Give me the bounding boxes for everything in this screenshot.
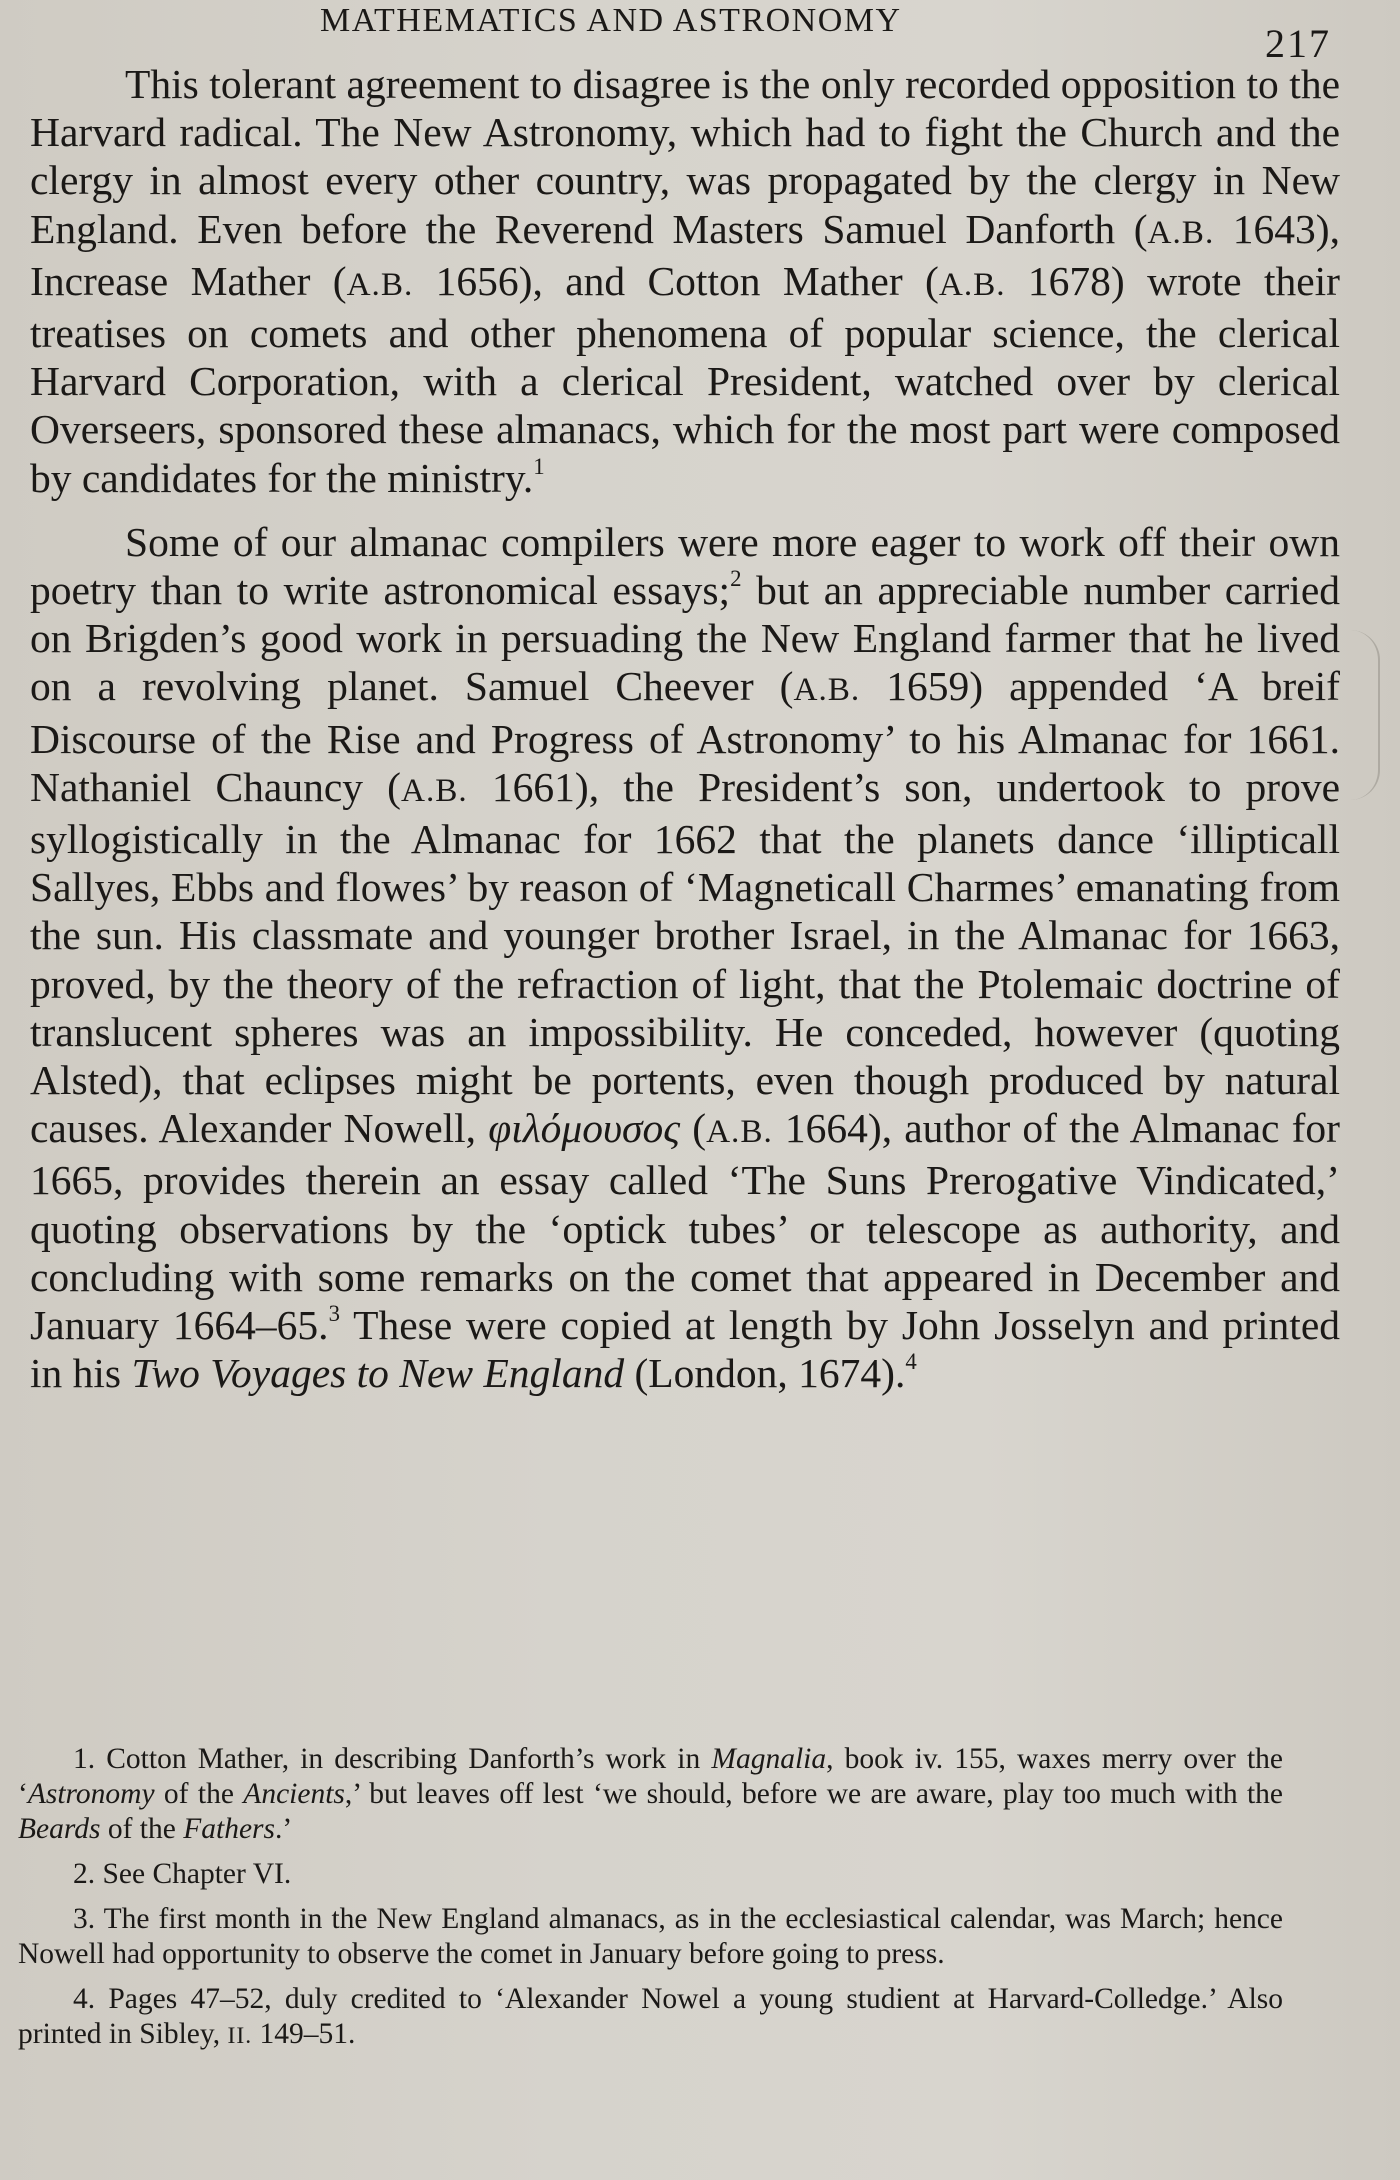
- footnote-ref-3: 3: [328, 1300, 340, 1326]
- footnote-number: 1.: [73, 1743, 96, 1775]
- footnote-2: 2. See Chapter VI.: [73, 1858, 292, 1890]
- degree-abbrev: A.B.: [793, 671, 861, 709]
- degree-abbrev: A.B.: [706, 1113, 773, 1151]
- footnote-4: 4. Pages 47–52, duly credited to ‘Alexander Nowel a young studient at Harvard-Colledge.’ Also printed in Sibley, II. 149–51.: [18, 1983, 1283, 2050]
- page-header: [0, 2, 1400, 66]
- page-number: 217: [1265, 21, 1331, 66]
- degree-abbrev: A.B.: [401, 771, 468, 809]
- footnote-3: 3. The first month in the New England almanacs, as in the ecclesiastical calendar, was March; hence Nowell had opportunity to observe the comet in January before going to press.: [18, 1903, 1283, 1970]
- book-title: Two Voyages to New England: [131, 1350, 625, 1397]
- footnote-number: 3.: [73, 1903, 96, 1935]
- running-head: MATHEMATICS AND ASTRONOMY: [320, 2, 902, 39]
- degree-abbrev: A.B.: [346, 265, 414, 303]
- footnote-number: 2.: [73, 1858, 96, 1890]
- body-text: [30, 60, 1340, 1397]
- paragraph-2: Some of our almanac compilers were more eager to work off their own poetry than to write astronomical essays;$^2$ but an appreciable number carried on Brigden’s good work in persuading the New England farmer that he lived on a revolving planet. Samuel Cheever (A.B. 1659) appended ‘A breif Discourse of the Rise and Progress of Astronomy’ to his Almanac for 1661. Nathaniel Chauncy (A.B. 1661), the President’s son, undertook to prove syllogistically in the Almanac for 1662 that the planets dance ‘illipticall Sallyes, Ebbs and flowes’ by reason of ‘Magneticall Charmes’ emanating from the sun. His classmate and younger brother Israel, in the Almanac for 1663, proved, by the theory of the refraction of light, that the Ptolemaic doctrine of translucent spheres was an impossibility. He conceded, however (quoting Alsted), that eclipses might be portents, even though produced by natural causes. Alexander Nowell, φιλόμουσος (A.B. 1664), author of the Almanac for 1665, provides therein an essay called ‘The Suns Prerogative Vindicated,’ quoting observations by the ‘optick tubes’ or telescope as authority, and concluding with some remarks on the comet that appeared in December and January 1664–65.$^3$ These were copied at length by John Josselyn and printed in his Two Voyages to New England (London, 1674).$^4$: [30, 518, 1340, 1397]
- footnote-1: 1. Cotton Mather, in describing Danforth’s work in Magnalia, book iv. 155, waxes merry over the ‘Astronomy of the Ancients,’ but leaves off lest ‘we should, before we are aware, play too much with the Beards of the Fathers.’: [18, 1743, 1283, 1845]
- footnote-number: 4.: [73, 1983, 96, 2015]
- margin-pencil-mark: [1350, 630, 1380, 800]
- paragraph-1: This tolerant agreement to disagree is the only recorded opposition to the Harvard radical. The New Astronomy, which had to fight the Church and the clergy in almost every other country, was propagated by the clergy in New England. Even before the Reverend Masters Samuel Danforth (A.B. 1643), Increase Mather (A.B. 1656), and Cotton Mather (A.B. 1678) wrote their treatises on comets and other phenomena of popular science, the clerical Harvard Corporation, with a clerical President, watched over by clerical Overseers, sponsored these almanacs, which for the most part were composed by candidates for the ministry.$^1$: [30, 61, 1340, 501]
- degree-abbrev: A.B.: [1147, 213, 1215, 251]
- degree-abbrev: A.B.: [938, 265, 1006, 303]
- footnotes: [18, 1742, 1283, 2064]
- footnote-ref-2: 2: [730, 565, 742, 591]
- footnote-ref-1: 1: [533, 453, 545, 479]
- greek-epithet: φιλόμουσος: [488, 1105, 681, 1152]
- footnote-ref-4: 4: [905, 1349, 917, 1375]
